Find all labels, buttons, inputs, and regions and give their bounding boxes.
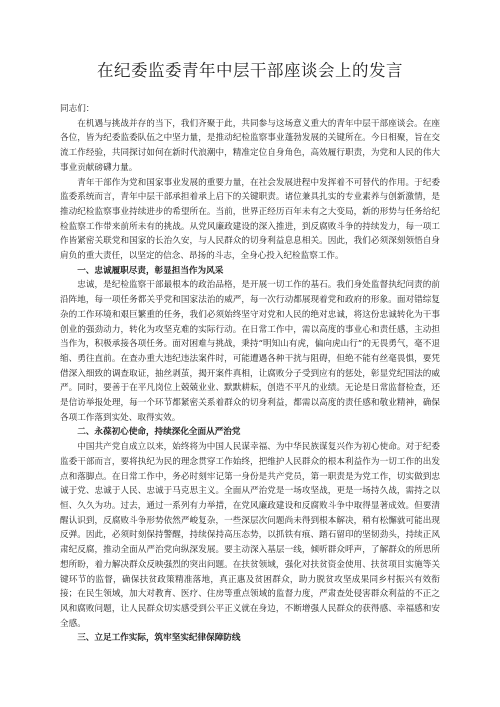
- section-3-heading: 三、立足工作实际，筑牢坚实纪律保障防线: [77, 633, 241, 644]
- section-2-paragraph-1: 中国共产党自成立以来，始终将为中国人民谋幸福、为中华民族谋复兴作为初心使命。对于纪委监委干部而言，要将执纪为民的理念贯穿工作始终，把维护人民群众的根本利益作为一切工作的出发点和落脚点。在日常工作中，务必时刻牢记第一身份是共产党员，第一职责是为党工作，切实做到忠诚于党、忠诚于人民、忠诚于马克思主义。全面从严治党是一场攻坚战，更是一场持久战，需持之以恒、久久为功。过去，通过一系列有力举措，在党风廉政建设和反腐败斗争中取得显著成效。但要清醒认识到，反腐败斗争形势依然严峻复杂，一些深层次问题尚未得到根本解决，稍有松懈就可能出现反弹。因此，必须时刻保持警醒，持续保持高压态势，以抓铁有痕、踏石留印的坚韧劲头，持续正风肃纪反腐，推动全面从严治党向纵深发展。要主动深入基层一线，倾听群众呼声，了解群众的所思所想所盼，着力解决群众反映强烈的突出问题。在扶贫领域，强化对扶贫资金使用、扶贫项目实施等关键环节的监督，确保扶贫政策精准落地，真正惠及贫困群众，助力脱贫攻坚成果同乡村振兴有效衔接；在民生领域，加大对教育、医疗、住房等重点领域的监督力度，严肃查处侵害群众利益的不正之风和腐败问题，让人民群众切实感受到公平正义就在身边，不断增强人民群众的获得感、幸福感和安全感。: [60, 442, 440, 629]
- section-1-heading: 一、忠诚履职尽责，彰显担当作为风采: [77, 265, 224, 276]
- document-title: 在纪委监委青年中层干部座谈会上的发言: [97, 61, 403, 80]
- intro-paragraph-2: 青年干部作为党和国家事业发展的重要力量，在社会发展进程中发挥着不可替代的作用。于纪委监委系统而言，青年中层干部承担着承上启下的关键职责。诸位兼具扎实的专业素养与创新激情，是推动纪检监察事业持续进步的希望所在。当前，世界正经历百年未有之大变局，新的形势与任务给纪检监察工作带来前所未有的挑战。从党风廉政建设的深入推进，到反腐败斗争的持续发力，每一项工作皆紧密关联党和国家的长治久安，与人民群众的切身利益息息相关。因此，我们必须深刻领悟自身肩负的重大责任，以坚定的信念、昂扬的斗志，全身心投入纪检监察工作。: [60, 177, 440, 262]
- section-2-heading: 二、永葆初心使命，持续深化全面从严治党: [77, 427, 241, 438]
- document-body: [60, 102, 440, 646]
- greeting: 同志们：: [60, 104, 95, 114]
- intro-paragraph-1: 在机遇与挑战并存的当下，我们齐聚于此，共同参与这场意义重大的青年中层干部座谈会。在座各位，皆为纪委监委队伍之中坚力量，是推动纪检监察事业蓬勃发展的关键所在。今日相聚，旨在交流工作经验，共同探讨如何在新时代浪潮中，精准定位自身角色，高效履行职责，为党和人民的伟大事业贡献磅礴力量。: [60, 118, 440, 173]
- section-1-paragraph-1: 忠诚，是纪检监察干部最根本的政治品格，是开展一切工作的基石。我们身处监督执纪问责的前沿阵地，每一项任务都关乎党和国家法治的威严，每一次行动都展现着党和政府的形象。面对错综复杂的工作环境和艰巨繁重的任务，我们必须始终坚守对党和人民的绝对忠诚，将这份忠诚转化为干事创业的强劲动力，转化为攻坚克难的实际行动。在日常工作中，需以高度的事业心和责任感，主动担当作为，积极承接各项任务。面对困难与挑战，秉持“明知山有虎，偏向虎山行”的无畏勇气，毫不退缩、勇往直前。在查办重大违纪违法案件时，可能遭遇各种干扰与阻碍，但绝不能有丝毫畏惧，要凭借深入细致的调查取证，抽丝剥茧，揭开案件真相，让腐败分子受到应有的惩处，彰显党纪国法的威严。同时，要善于在平凡岗位上兢兢业业、默默耕耘，创造不平凡的业绩。无论是日常监督检查，还是信访举报处理，每一个环节都紧密关系着群众的切身利益，都需以高度的责任感和敬业精神，确保各项工作落到实处、取得实效。: [60, 280, 440, 423]
